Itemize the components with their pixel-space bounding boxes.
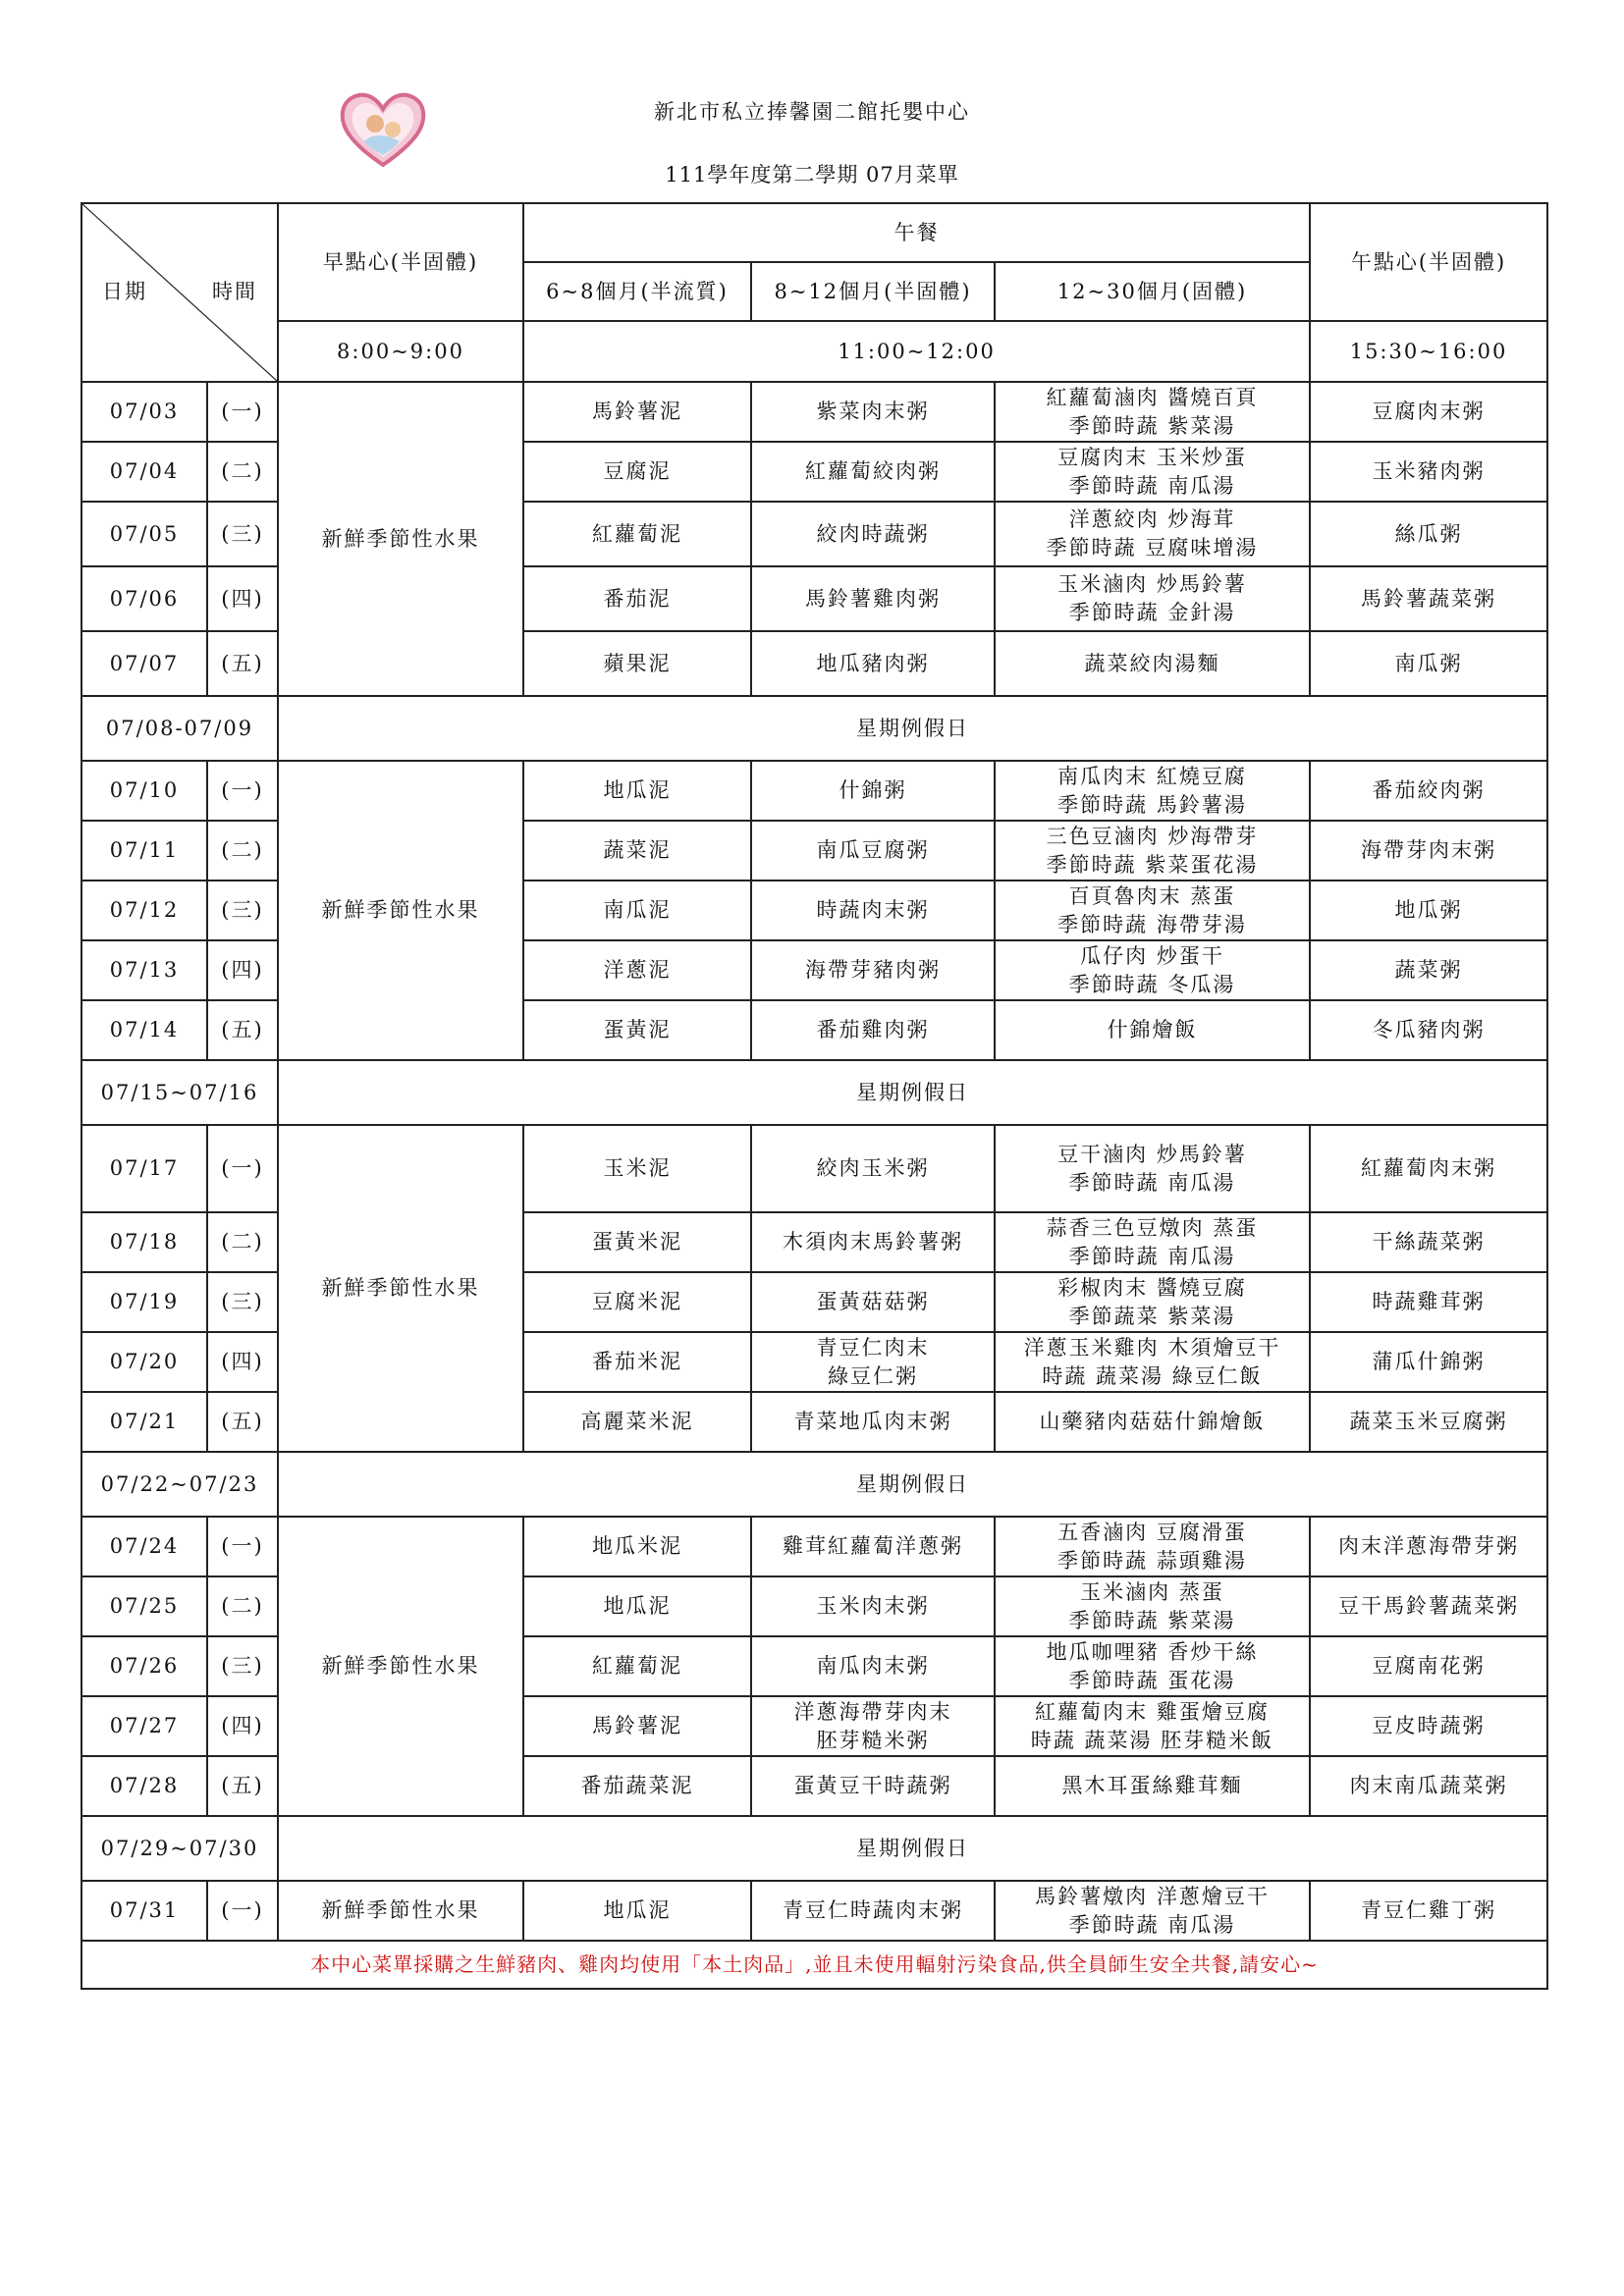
afternoon-snack-cell: 番茄絞肉粥 <box>1310 761 1547 821</box>
lunch-12-30-cell-line: 季節時蔬 紫菜湯 <box>1068 1608 1236 1632</box>
afternoon-snack-cell: 海帶芽肉末粥 <box>1310 821 1547 881</box>
weekday-cell: (四) <box>207 940 278 1000</box>
date-cell: 07/24 <box>81 1517 207 1576</box>
lunch-6-8-cell: 蛋黃米泥 <box>523 1212 751 1272</box>
lunch-12-30-cell-line: 地瓜咖哩豬 香炒干絲 <box>1046 1639 1259 1664</box>
date-time-corner-cell <box>81 203 278 382</box>
header-row-1 <box>81 203 1547 262</box>
lunch-12-30-cell <box>995 761 1310 821</box>
lunch-12-30-cell-line: 季節時蔬 海帶芽湯 <box>1057 912 1247 936</box>
holiday-label: 星期例假日 <box>278 1452 1547 1517</box>
lunch-12-30-cell-line: 五香滷肉 豆腐滑蛋 <box>1057 1520 1247 1544</box>
lunch-8-12-cell: 時蔬肉末粥 <box>751 881 995 940</box>
lunch-8-12-cell: 青豆仁時蔬肉末粥 <box>751 1881 995 1941</box>
lunch-12-30-cell-line: 季節時蔬 蛋花湯 <box>1068 1668 1236 1692</box>
afternoon-snack-cell: 紅蘿蔔肉末粥 <box>1310 1125 1547 1212</box>
lunch-8-12-cell-line: 胚芽糙米粥 <box>816 1728 930 1752</box>
lunch-8-12-cell: 南瓜肉末粥 <box>751 1636 995 1696</box>
lunch-6-8-cell: 豆腐泥 <box>523 442 751 502</box>
lunch-12-30-cell <box>995 502 1310 566</box>
lunch-12-30-cell-line: 季節蔬菜 紫菜湯 <box>1068 1304 1236 1328</box>
lunch-12-30-cell-line: 紅蘿蔔滷肉 醬燒百頁 <box>1046 385 1259 409</box>
weekday-cell: (五) <box>207 1000 278 1060</box>
day-row <box>81 1517 1547 1576</box>
lunch-6-8-cell: 紅蘿蔔泥 <box>523 502 751 566</box>
lunch-8-12-cell <box>751 1332 995 1392</box>
lunch-12-30-cell-line: 南瓜肉末 紅燒豆腐 <box>1057 764 1247 788</box>
lunch-6-8-cell: 番茄蔬菜泥 <box>523 1756 751 1816</box>
menu-title: 111學年度第二學期 07月菜單 <box>665 163 959 187</box>
afternoon-snack-cell: 馬鈴薯蔬菜粥 <box>1310 566 1547 631</box>
breakfast-cell: 新鮮季節性水果 <box>278 382 523 696</box>
breakfast-cell: 新鮮季節性水果 <box>278 1125 523 1452</box>
lunch-12-30-cell <box>995 1636 1310 1696</box>
holiday-label: 星期例假日 <box>278 1816 1547 1881</box>
weekday-cell: (三) <box>207 502 278 566</box>
lunch-12-30-cell-line: 蔬菜絞肉湯麵 <box>1084 651 1220 675</box>
weekday-cell: (四) <box>207 566 278 631</box>
date-cell: 07/21 <box>81 1392 207 1452</box>
lunch-12-30-cell-line: 百頁魯肉末 蒸蛋 <box>1068 883 1236 908</box>
lunch-6-8-cell: 蘋果泥 <box>523 631 751 696</box>
afternoon-snack-cell: 肉末洋蔥海帶芽粥 <box>1310 1517 1547 1576</box>
weekday-cell: (一) <box>207 761 278 821</box>
date-cell: 07/05 <box>81 502 207 566</box>
date-cell: 07/26 <box>81 1636 207 1696</box>
day-row <box>81 382 1547 442</box>
holiday-row <box>81 1452 1547 1517</box>
weekday-cell: (四) <box>207 1696 278 1756</box>
date-cell: 07/19 <box>81 1272 207 1332</box>
lunch-8-12-cell: 紫菜肉末粥 <box>751 382 995 442</box>
day-row <box>81 1125 1547 1212</box>
lunch-12-30-cell <box>995 382 1310 442</box>
lunch-12-30-cell <box>995 1332 1310 1392</box>
lunch-8-12-cell: 絞肉時蔬粥 <box>751 502 995 566</box>
weekday-cell: (一) <box>207 1881 278 1941</box>
afternoon-snack-cell: 蔬菜玉米豆腐粥 <box>1310 1392 1547 1452</box>
menu-table-body <box>81 203 1547 1989</box>
holiday-row <box>81 1060 1547 1125</box>
lunch-12-30-cell-line: 紅蘿蔔肉末 雞蛋燴豆腐 <box>1035 1699 1270 1724</box>
breakfast-cell: 新鮮季節性水果 <box>278 1881 523 1941</box>
lunch-12-30-cell-line: 洋蔥絞肉 炒海茸 <box>1068 507 1236 531</box>
lunch-8-12-cell: 雞茸紅蘿蔔洋蔥粥 <box>751 1517 995 1576</box>
lunch-6-8-cell: 紅蘿蔔泥 <box>523 1636 751 1696</box>
afternoon-snack-cell: 肉末南瓜蔬菜粥 <box>1310 1756 1547 1816</box>
lunch-12-30-cell <box>995 1212 1310 1272</box>
lunch-6-8-cell: 馬鈴薯泥 <box>523 382 751 442</box>
lunch-12-30-cell-line: 時蔬 蔬菜湯 綠豆仁飯 <box>1042 1363 1263 1388</box>
date-cell: 07/13 <box>81 940 207 1000</box>
lunch-12-30-cell <box>995 1756 1310 1816</box>
weekday-cell: (五) <box>207 1756 278 1816</box>
lunch-12-30-cell <box>995 940 1310 1000</box>
holiday-label: 星期例假日 <box>278 696 1547 761</box>
date-cell: 07/17 <box>81 1125 207 1212</box>
holiday-date-range: 07/29~07/30 <box>81 1816 278 1881</box>
lunch-8-12-cell: 青菜地瓜肉末粥 <box>751 1392 995 1452</box>
afternoon-snack-cell: 地瓜粥 <box>1310 881 1547 940</box>
lunch-12-30-cell <box>995 821 1310 881</box>
afternoon-snack-cell: 豆腐南花粥 <box>1310 1636 1547 1696</box>
date-cell: 07/31 <box>81 1881 207 1941</box>
lunch-8-12-cell: 海帶芽豬肉粥 <box>751 940 995 1000</box>
lunch-12-30-cell-line: 季節時蔬 南瓜湯 <box>1068 473 1236 498</box>
lunch-12-30-cell-line: 季節時蔬 南瓜湯 <box>1068 1912 1236 1937</box>
lunch-12-30-cell-line: 季節時蔬 紫菜蛋花湯 <box>1046 852 1259 877</box>
lunch-12-30-cell-line: 季節時蔬 紫菜湯 <box>1068 413 1236 438</box>
menu-table <box>81 202 1548 1990</box>
afternoon-snack-header: 午點心(半固體) <box>1310 203 1547 321</box>
date-column-label: 日期 <box>102 280 147 303</box>
holiday-row <box>81 696 1547 761</box>
holiday-date-range: 07/08-07/09 <box>81 696 278 761</box>
lunch-6-8-cell: 地瓜泥 <box>523 1576 751 1636</box>
afternoon-snack-cell: 蔬菜粥 <box>1310 940 1547 1000</box>
day-row <box>81 1881 1547 1941</box>
lunch-8-12-cell-line: 青豆仁肉末 <box>816 1335 930 1360</box>
lunch-6-8-cell: 玉米泥 <box>523 1125 751 1212</box>
afternoon-snack-cell: 青豆仁雞丁粥 <box>1310 1881 1547 1941</box>
lunch-12-30-cell <box>995 566 1310 631</box>
lunch-6-8-cell: 蛋黃泥 <box>523 1000 751 1060</box>
lunch-8-12-cell-line: 綠豆仁粥 <box>828 1363 918 1388</box>
afternoon-snack-cell: 時蔬雞茸粥 <box>1310 1272 1547 1332</box>
lunch-8-12-cell-line: 洋蔥海帶芽肉末 <box>793 1699 952 1724</box>
meat-source-notice: 本中心菜單採購之生鮮豬肉、雞肉均使用「本土肉品」,並且未使用輻射污染食品,供全員師生安全共餐,請安心~ <box>81 1941 1547 1989</box>
lunch-8-12-cell: 番茄雞肉粥 <box>751 1000 995 1060</box>
weekday-cell: (一) <box>207 382 278 442</box>
weekday-cell: (三) <box>207 1636 278 1696</box>
breakfast-header: 早點心(半固體) <box>278 203 523 321</box>
lunch-12-30-cell-line: 豆干滷肉 炒馬鈴薯 <box>1057 1142 1247 1166</box>
holiday-date-range: 07/15~07/16 <box>81 1060 278 1125</box>
lunch-12-30-cell-line: 玉米滷肉 炒馬鈴薯 <box>1057 572 1247 596</box>
lunch-8-12-cell: 紅蘿蔔絞肉粥 <box>751 442 995 502</box>
lunch-12-30-cell-line: 玉米滷肉 蒸蛋 <box>1080 1579 1224 1604</box>
lunch-12-30-cell-line: 山藥豬肉菇菇什錦燴飯 <box>1039 1410 1266 1433</box>
weekday-cell: (二) <box>207 1212 278 1272</box>
afternoon-snack-cell: 絲瓜粥 <box>1310 502 1547 566</box>
lunch-6-8-cell: 高麗菜米泥 <box>523 1392 751 1452</box>
lunch-6-8-cell: 番茄泥 <box>523 566 751 631</box>
weekday-cell: (二) <box>207 821 278 881</box>
afternoon-snack-cell: 豆腐肉末粥 <box>1310 382 1547 442</box>
lunch-12-30-cell <box>995 1125 1310 1212</box>
date-cell: 07/03 <box>81 382 207 442</box>
holiday-label: 星期例假日 <box>278 1060 1547 1125</box>
lunch-12-30-cell <box>995 1272 1310 1332</box>
breakfast-time: 8:00~9:00 <box>278 321 523 382</box>
lunch-6-8-cell: 南瓜泥 <box>523 881 751 940</box>
date-cell: 07/06 <box>81 566 207 631</box>
lunch-12-30-cell-line: 什錦燴飯 <box>1107 1018 1198 1041</box>
weekday-cell: (五) <box>207 1392 278 1452</box>
holiday-row <box>81 1816 1547 1881</box>
lunch-12-30-cell-line: 彩椒肉末 醬燒豆腐 <box>1057 1275 1247 1300</box>
lunch-12-30-cell-line: 季節時蔬 南瓜湯 <box>1068 1244 1236 1268</box>
lunch-8-12-header: 8~12個月(半固體) <box>751 262 995 321</box>
lunch-6-8-cell: 地瓜泥 <box>523 761 751 821</box>
breakfast-cell: 新鮮季節性水果 <box>278 761 523 1060</box>
lunch-12-30-cell-line: 三色豆滷肉 炒海帶芽 <box>1046 824 1259 848</box>
lunch-time: 11:00~12:00 <box>523 321 1310 382</box>
lunch-12-30-cell <box>995 442 1310 502</box>
date-cell: 07/18 <box>81 1212 207 1272</box>
lunch-8-12-cell: 蛋黃豆干時蔬粥 <box>751 1756 995 1816</box>
date-cell: 07/07 <box>81 631 207 696</box>
lunch-12-30-cell-line: 季節時蔬 蒜頭雞湯 <box>1057 1548 1247 1573</box>
day-row <box>81 761 1547 821</box>
lunch-12-30-cell-line: 季節時蔬 南瓜湯 <box>1068 1170 1236 1195</box>
weekday-cell: (二) <box>207 1576 278 1636</box>
breakfast-cell: 新鮮季節性水果 <box>278 1517 523 1816</box>
lunch-12-30-cell-line: 蒜香三色豆燉肉 蒸蛋 <box>1046 1215 1259 1240</box>
date-cell: 07/12 <box>81 881 207 940</box>
date-cell: 07/25 <box>81 1576 207 1636</box>
date-cell: 07/04 <box>81 442 207 502</box>
lunch-8-12-cell: 什錦粥 <box>751 761 995 821</box>
lunch-12-30-cell-line: 黑木耳蛋絲雞茸麵 <box>1061 1774 1243 1797</box>
lunch-12-30-cell-line: 季節時蔬 金針湯 <box>1068 601 1236 624</box>
lunch-12-30-cell <box>995 1881 1310 1941</box>
weekday-cell: (五) <box>207 631 278 696</box>
afternoon-snack-cell: 豆干馬鈴薯蔬菜粥 <box>1310 1576 1547 1636</box>
date-cell: 07/14 <box>81 1000 207 1060</box>
weekday-cell: (三) <box>207 881 278 940</box>
weekday-cell: (四) <box>207 1332 278 1392</box>
header-row-3 <box>81 321 1547 382</box>
lunch-12-30-cell-line: 季節時蔬 馬鈴薯湯 <box>1057 792 1247 817</box>
lunch-12-30-cell <box>995 1696 1310 1756</box>
lunch-8-12-cell: 木須肉末馬鈴薯粥 <box>751 1212 995 1272</box>
afternoon-snack-cell: 豆皮時蔬粥 <box>1310 1696 1547 1756</box>
lunch-6-8-cell: 洋蔥泥 <box>523 940 751 1000</box>
lunch-8-12-cell: 蛋黃菇菇粥 <box>751 1272 995 1332</box>
lunch-12-30-cell-line: 時蔬 蔬菜湯 胚芽糙米飯 <box>1030 1728 1274 1752</box>
lunch-12-30-cell <box>995 881 1310 940</box>
weekday-cell: (三) <box>207 1272 278 1332</box>
lunch-6-8-cell: 馬鈴薯泥 <box>523 1696 751 1756</box>
date-cell: 07/11 <box>81 821 207 881</box>
lunch-12-30-cell-line: 洋蔥玉米雞肉 木須燴豆干 <box>1023 1335 1281 1360</box>
lunch-8-12-cell: 玉米肉末粥 <box>751 1576 995 1636</box>
notice-row <box>81 1941 1547 1989</box>
afternoon-snack-cell: 冬瓜豬肉粥 <box>1310 1000 1547 1060</box>
weekday-cell: (一) <box>207 1517 278 1576</box>
lunch-12-30-cell-line: 瓜仔肉 炒蛋干 <box>1080 943 1224 968</box>
lunch-12-30-cell <box>995 1392 1310 1452</box>
date-cell: 07/28 <box>81 1756 207 1816</box>
time-column-label: 時間 <box>212 280 257 303</box>
weekday-cell: (二) <box>207 442 278 502</box>
lunch-6-8-cell: 豆腐米泥 <box>523 1272 751 1332</box>
lunch-6-8-cell: 地瓜米泥 <box>523 1517 751 1576</box>
lunch-6-8-cell: 番茄米泥 <box>523 1332 751 1392</box>
lunch-12-30-cell-line: 季節時蔬 冬瓜湯 <box>1068 972 1236 996</box>
lunch-8-12-cell: 地瓜豬肉粥 <box>751 631 995 696</box>
lunch-8-12-cell: 馬鈴薯雞肉粥 <box>751 566 995 631</box>
lunch-6-8-cell: 蔬菜泥 <box>523 821 751 881</box>
lunch-6-8-cell: 地瓜泥 <box>523 1881 751 1941</box>
lunch-header: 午餐 <box>523 203 1310 262</box>
date-cell: 07/10 <box>81 761 207 821</box>
lunch-8-12-cell: 絞肉玉米粥 <box>751 1125 995 1212</box>
lunch-12-30-cell-line: 豆腐肉末 玉米炒蛋 <box>1057 445 1247 469</box>
lunch-12-30-cell-line: 馬鈴薯燉肉 洋蔥燴豆干 <box>1035 1884 1270 1908</box>
lunch-12-30-cell <box>995 1576 1310 1636</box>
afternoon-snack-cell: 干絲蔬菜粥 <box>1310 1212 1547 1272</box>
lunch-8-12-cell <box>751 1696 995 1756</box>
weekday-cell: (一) <box>207 1125 278 1212</box>
date-cell: 07/27 <box>81 1696 207 1756</box>
afternoon-time: 15:30~16:00 <box>1310 321 1547 382</box>
organization-title: 新北市私立捧馨園二館托嬰中心 <box>654 100 970 124</box>
lunch-12-30-cell <box>995 1517 1310 1576</box>
lunch-6-8-header: 6~8個月(半流質) <box>523 262 751 321</box>
lunch-12-30-header: 12~30個月(固體) <box>995 262 1310 321</box>
holiday-date-range: 07/22~07/23 <box>81 1452 278 1517</box>
lunch-12-30-cell <box>995 1000 1310 1060</box>
lunch-8-12-cell: 南瓜豆腐粥 <box>751 821 995 881</box>
afternoon-snack-cell: 蒲瓜什錦粥 <box>1310 1332 1547 1392</box>
afternoon-snack-cell: 玉米豬肉粥 <box>1310 442 1547 502</box>
date-cell: 07/20 <box>81 1332 207 1392</box>
lunch-12-30-cell <box>995 631 1310 696</box>
afternoon-snack-cell: 南瓜粥 <box>1310 631 1547 696</box>
lunch-12-30-cell-line: 季節時蔬 豆腐味增湯 <box>1046 536 1259 560</box>
